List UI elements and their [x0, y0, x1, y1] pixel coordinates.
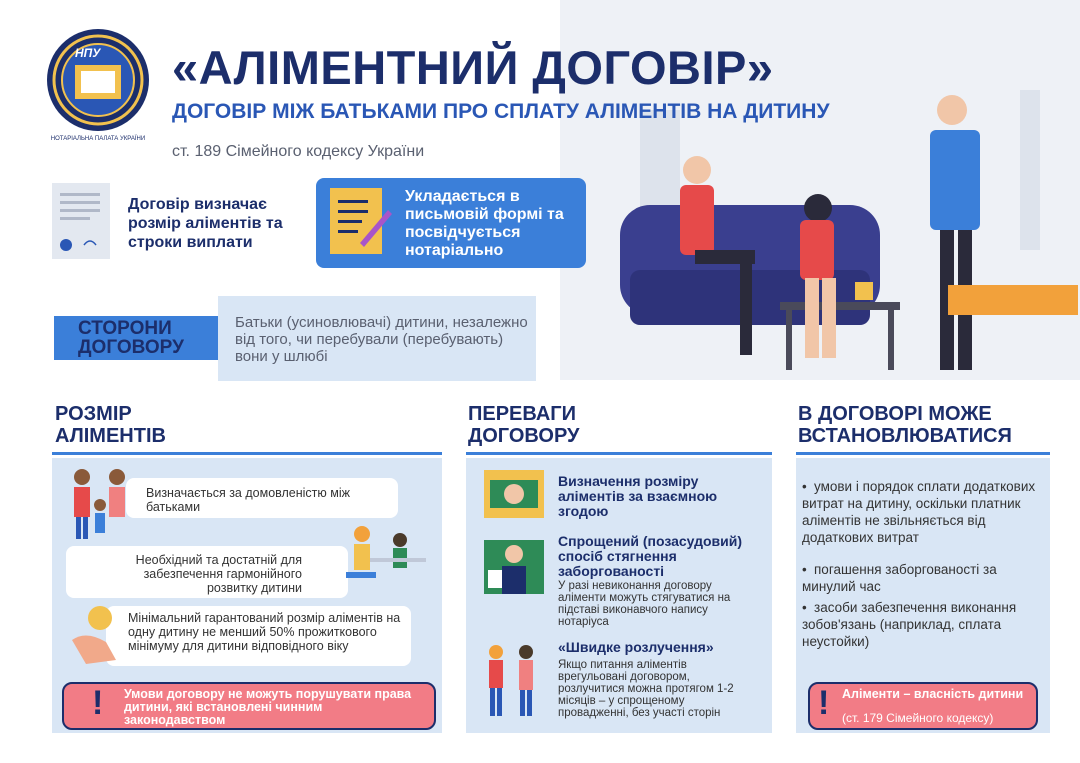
advantages-divider — [466, 452, 772, 455]
alimony-warning-text: Умови договору не можуть порушувати права дитини, які встановлені чинним законодавством — [124, 687, 412, 727]
advantage-title-1: Визначення розміру аліментів за взаємною згодою — [558, 473, 718, 519]
parties-description: Батьки (усиновлювачі) дитини, незалежно від того, чи перебували (перебувають) вони у шлюбі — [235, 314, 528, 365]
notary-chamber-logo — [45, 25, 151, 135]
note-exclamation-icon: ! — [818, 684, 830, 722]
property-note-reference: (ст. 179 Сімейного кодексу) — [842, 711, 994, 725]
alimony-item-2: Необхідний та достатній для забезпечення гармонійного розвитку дитини — [135, 553, 302, 595]
establish-item-2: • погашення заборгованості за минулий час — [802, 562, 997, 594]
alimony-item-1: Визначається за домовленістю між батьками — [146, 486, 350, 514]
warning-exclamation-icon: ! — [92, 684, 104, 722]
mother-child-icon — [340, 520, 430, 590]
notary-person-icon — [484, 540, 544, 594]
advantage-title-3: «Швидке розлучення» — [558, 639, 714, 655]
alimony-item-3: Мінімальний гарантований розмір аліментів на одну дитину не менший 50% прожиткового мінімуму для дитини відповідного віку — [128, 611, 401, 653]
written-form-text: Укладається в письмовій формі та посвідчується нотаріально — [405, 188, 564, 259]
property-note-text: Аліменти – власність дитини — [842, 687, 1024, 701]
advantage-title-2: Спрощений (позасудовий) спосіб стягнення заборгованості — [558, 533, 743, 579]
handshake-icon — [484, 466, 544, 522]
may-establish-heading: В ДОГОВОРІ МОЖЕ ВСТАНОВЛЮВАТИСЯ — [798, 403, 1012, 447]
establish-item-1: • умови і порядок сплати додаткових витрат на дитину, оскільки платник аліментів не звільняється від додаткових витрат — [802, 479, 1036, 545]
page-title: «АЛІМЕНТНИЙ ДОГОВІР» — [172, 41, 774, 94]
pen-document-icon — [330, 188, 392, 254]
logo-abbreviation: НПУ — [75, 46, 101, 60]
establish-item-3: • засоби забезпечення виконання зобов'язань (наприклад, сплата неустойки) — [802, 600, 1017, 649]
logo-ring-text: НОТАРІАЛЬНА ПАЛАТА УКРАЇНИ — [50, 136, 146, 142]
contract-defines-text: Договір визначає розмір аліментів та строки виплати — [128, 196, 283, 251]
article-reference: ст. 189 Сімейного кодексу України — [172, 143, 425, 160]
advantage-text-3: Якщо питання аліментів врегульовані договором, розлучитися можна протягом 1-2 місяців – у спрощеному провадженні, без участі сторін — [558, 659, 734, 719]
may-establish-divider — [796, 452, 1050, 455]
advantage-text-2: У разі невиконання договору аліменти можуть стягуватися на підставі виконавчого напису нотаріуса — [558, 580, 731, 628]
couple-divorce-icon — [480, 642, 546, 720]
hand-coin-icon — [66, 600, 126, 670]
parties-label: СТОРОНИ ДОГОВОРУ — [78, 318, 184, 358]
alimony-size-heading: РОЗМІР АЛІМЕНТІВ — [55, 403, 166, 447]
alimony-size-divider — [52, 452, 442, 455]
illustration-people-icon — [600, 90, 1080, 390]
page-subtitle: ДОГОВІР МІЖ БАТЬКАМИ ПРО СПЛАТУ АЛІМЕНТІВ НА ДИТИНУ — [172, 100, 830, 123]
advantages-heading: ПЕРЕВАГИ ДОГОВОРУ — [468, 403, 580, 447]
document-icon — [52, 183, 110, 259]
